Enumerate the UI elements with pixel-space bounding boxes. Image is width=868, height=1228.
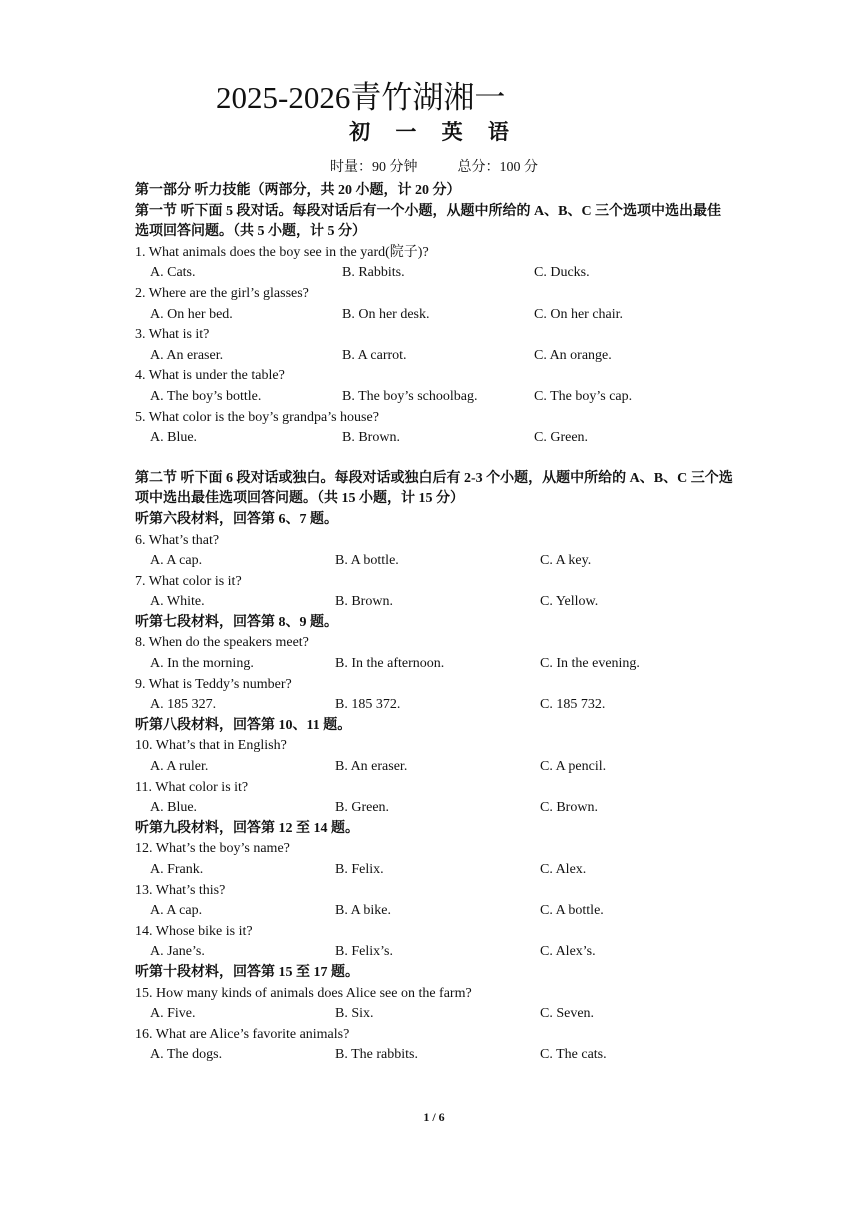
group-label: 听第六段材料，回答第 6、7 题。 <box>135 511 338 527</box>
option-c: C. 185 732. <box>540 697 606 713</box>
options-row <box>135 860 735 881</box>
option-b: B. 185 372. <box>335 697 401 713</box>
option-a: A. The boy’s bottle. <box>150 388 262 404</box>
option-b: B. A bike. <box>335 903 392 919</box>
question-text: 12. What’s the boy’s name? <box>135 841 290 857</box>
option-b: B. An eraser. <box>335 759 408 775</box>
options-row <box>135 551 735 572</box>
options-row <box>135 1045 735 1066</box>
option-b: B. The boy’s schoolbag. <box>342 388 478 404</box>
option-b: B. Rabbits. <box>342 265 405 281</box>
option-a: A. Blue. <box>150 430 198 446</box>
option-c: C. Ducks. <box>534 265 590 281</box>
question-text: 11. What color is it? <box>135 779 249 795</box>
question-text: 1. What animals does the boy see in the yard(院子)? <box>135 244 429 260</box>
option-b: B. Brown. <box>335 594 393 610</box>
option-a: A. 185 327. <box>150 697 217 713</box>
option-c: C. Green. <box>534 430 589 446</box>
option-a: A. Cats. <box>150 265 196 281</box>
option-b: B. A carrot. <box>342 347 407 363</box>
section1-questions <box>135 243 735 449</box>
option-c: C. In the evening. <box>540 656 640 672</box>
options-row <box>135 346 735 367</box>
question-text: 6. What’s that? <box>135 532 220 548</box>
question-text: 14. Whose bike is it? <box>135 923 253 939</box>
page-number: 1 / 6 <box>423 1110 445 1124</box>
option-a: A. White. <box>150 594 205 610</box>
group-label: 听第八段材料，回答第 10、11 题。 <box>135 717 352 733</box>
question-text: 15. How many kinds of animals does Alice see on the farm? <box>135 985 472 1001</box>
exam-title: 2025-2026青竹湖湘一 <box>216 80 506 115</box>
section1-instruction: 第一节 听下面 5 段对话。每段对话后有一个小题，从题中所给的 A、B、C 三个选项中选出最佳选项回答问题。（共 5 小题，计 5 分） <box>135 203 722 240</box>
options-row <box>135 942 735 963</box>
options-row <box>135 757 735 778</box>
option-a: A. Jane’s. <box>150 944 205 960</box>
group-label: 听第七段材料，回答第 8、9 题。 <box>135 614 338 630</box>
options-row <box>135 1004 735 1025</box>
options-row <box>135 387 735 408</box>
exam-subtitle: 初 一 英 语 <box>349 120 519 144</box>
option-a: A. A ruler. <box>150 759 209 775</box>
option-c: C. Brown. <box>540 800 598 816</box>
option-c: C. A key. <box>540 553 592 569</box>
question-text: 2. Where are the girl’s glasses? <box>135 285 309 301</box>
section2-instruction: 第二节 听下面 6 段对话或独白。每段对话或独白后有 2-3 个小题，从题中所给的 A、B、C 三个选项中选出最佳选项回答问题。（共 15 小题，计 15 分） <box>135 470 733 507</box>
option-b: B. A bottle. <box>335 553 399 569</box>
part1-heading: 第一部分 听力技能（两部分，共 20 小题，计 20 分） <box>135 183 461 198</box>
options-row <box>135 428 735 449</box>
option-c: C. On her chair. <box>534 306 624 322</box>
question-text: 10. What’s that in English? <box>135 738 287 754</box>
question-text: 13. What’s this? <box>135 882 226 898</box>
option-c: C. The cats. <box>540 1047 607 1063</box>
question-text: 8. When do the speakers meet? <box>135 635 309 651</box>
option-b: B. Brown. <box>342 430 400 446</box>
option-a: A. A cap. <box>150 903 203 919</box>
option-a: A. An eraser. <box>150 347 224 363</box>
option-b: B. Green. <box>335 800 390 816</box>
question-text: 4. What is under the table? <box>135 368 285 384</box>
question-text: 7. What color is it? <box>135 573 242 589</box>
option-b: B. In the afternoon. <box>335 656 445 672</box>
group-label: 听第十段材料，回答第 15 至 17 题。 <box>135 964 359 980</box>
options-row <box>135 798 735 819</box>
option-c: C. A pencil. <box>540 759 607 775</box>
exam-time: 时量：90 分钟 <box>330 160 418 175</box>
option-a: A. A cap. <box>150 553 203 569</box>
question-text: 16. What are Alice’s favorite animals? <box>135 1026 350 1042</box>
exam-meta <box>0 156 868 176</box>
option-b: B. On her desk. <box>342 306 430 322</box>
option-c: C. An orange. <box>534 347 612 363</box>
exam-total: 总分：100 分 <box>457 160 538 175</box>
option-a: A. Five. <box>150 1006 196 1022</box>
option-b: B. Felix’s. <box>335 944 393 960</box>
option-a: A. Frank. <box>150 862 204 877</box>
option-c: C. Yellow. <box>540 594 599 610</box>
option-a: A. The dogs. <box>150 1047 223 1063</box>
options-row <box>135 592 735 613</box>
option-c: C. The boy’s cap. <box>534 388 633 404</box>
options-row <box>135 305 735 326</box>
options-row <box>135 901 735 922</box>
section2-questions <box>135 510 735 1066</box>
option-c: C. Alex. <box>540 862 587 877</box>
options-row <box>135 695 735 716</box>
question-text: 5. What color is the boy’s grandpa’s house? <box>135 409 379 425</box>
option-c: C. A bottle. <box>540 903 604 919</box>
option-a: A. Blue. <box>150 800 198 816</box>
exam-content <box>135 181 735 1066</box>
question-text: 9. What is Teddy’s number? <box>135 676 292 692</box>
option-a: A. In the morning. <box>150 656 254 672</box>
option-a: A. On her bed. <box>150 306 233 322</box>
option-b: B. The rabbits. <box>335 1047 418 1063</box>
question-text: 3. What is it? <box>135 327 210 343</box>
options-row <box>135 263 735 284</box>
option-b: B. Felix. <box>335 862 384 877</box>
option-c: C. Alex’s. <box>540 944 596 960</box>
option-b: B. Six. <box>335 1006 374 1022</box>
option-c: C. Seven. <box>540 1006 595 1022</box>
group-label: 听第九段材料，回答第 12 至 14 题。 <box>135 820 359 836</box>
options-row <box>135 654 735 675</box>
